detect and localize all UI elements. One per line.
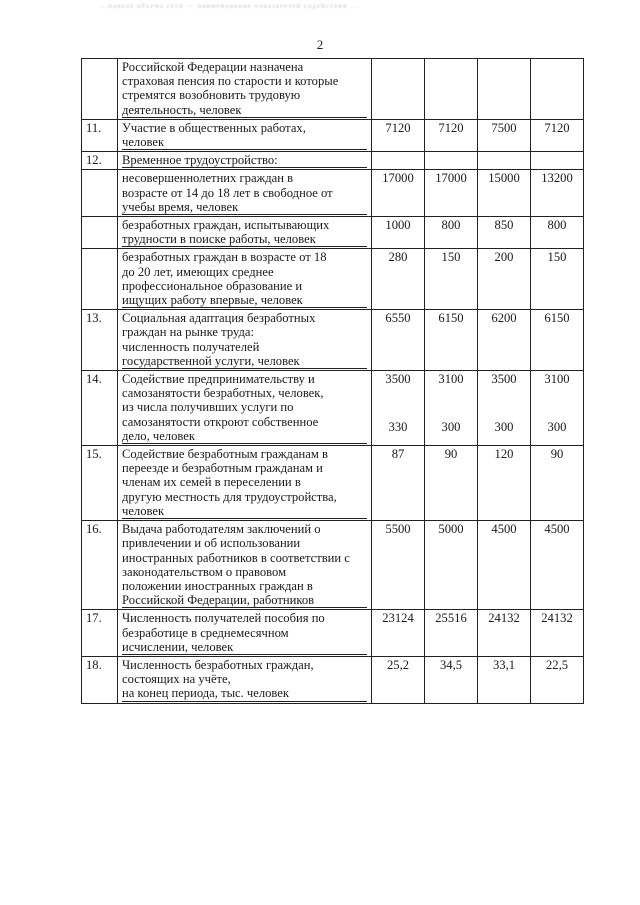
- description-line: состоящих на учёте,: [122, 672, 231, 687]
- value-primary: 3100: [438, 372, 464, 387]
- description-line: безработных граждан в возрасте от 18: [122, 250, 327, 265]
- row-description: [118, 446, 372, 521]
- description-line: ищущих работу впервые, человек: [122, 293, 367, 308]
- value-primary: 3500: [385, 372, 411, 387]
- value-cell: 150: [425, 249, 478, 310]
- description-line: членам их семей в переселении в: [122, 475, 301, 490]
- description-line: учебы время, человек: [122, 200, 367, 215]
- value-cell: 850: [478, 217, 531, 249]
- value-cell: [531, 59, 584, 120]
- value-cell: [372, 59, 425, 120]
- value-cell: 280: [372, 249, 425, 310]
- value-cell: 7120: [531, 119, 584, 151]
- value-cell: 17000: [372, 170, 425, 217]
- value-secondary: 300: [441, 419, 461, 434]
- row-number: 17.: [82, 610, 118, 657]
- description-line: профессиональное образование и: [122, 278, 303, 293]
- description-line: Участие в общественных работах,: [122, 120, 306, 135]
- value-cell: 25,2: [372, 656, 425, 703]
- description-line: дело, человек: [122, 429, 367, 444]
- value-cell: 1000: [372, 217, 425, 249]
- description-line: возрасте от 14 до 18 лет в свободное от: [122, 185, 333, 200]
- value-cell: 7120: [372, 119, 425, 151]
- description-line: безработице в среднемесячном: [122, 625, 289, 640]
- row-number: [82, 217, 118, 249]
- description-line: другую местность для трудоустройства,: [122, 489, 337, 504]
- row-number: 15.: [82, 446, 118, 521]
- description-line: Временное трудоустройство:: [122, 153, 367, 168]
- description-line: иностранных работников в соответствии с: [122, 550, 350, 565]
- row-description: [118, 249, 372, 310]
- value-cell: 800: [531, 217, 584, 249]
- row-number: [82, 59, 118, 120]
- description-line: самозанятости откроют собственное: [122, 414, 319, 429]
- value-cell: 24132: [531, 610, 584, 657]
- value-cell: 87: [372, 446, 425, 521]
- row-number: [82, 170, 118, 217]
- value-cell: 33,1: [478, 656, 531, 703]
- value-cell-pair: [425, 371, 478, 446]
- row-number: 13.: [82, 310, 118, 371]
- row-description: [118, 170, 372, 217]
- value-cell-pair: [478, 371, 531, 446]
- value-cell: 7500: [478, 119, 531, 151]
- value-cell: 24132: [478, 610, 531, 657]
- table-row: [82, 371, 584, 446]
- value-cell: [425, 152, 478, 170]
- row-description: [118, 521, 372, 610]
- description-line: стремятся возобновить трудовую: [122, 88, 301, 103]
- value-primary: 3100: [544, 372, 570, 387]
- row-description: [118, 119, 372, 151]
- table-row: [82, 310, 584, 371]
- description-line: страховая пенсия по старости и которые: [122, 74, 339, 89]
- description-line: безработных граждан, испытывающих: [122, 218, 330, 233]
- value-cell: 4500: [531, 521, 584, 610]
- value-cell: 23124: [372, 610, 425, 657]
- value-cell: 90: [531, 446, 584, 521]
- description-line: из числа получивших услуги по: [122, 400, 294, 415]
- value-cell: 150: [531, 249, 584, 310]
- description-line: законодательством о правовом: [122, 564, 287, 579]
- description-line: несовершеннолетних граждан в: [122, 171, 294, 186]
- description-line: численность получателей: [122, 339, 260, 354]
- description-line: положении иностранных граждан в: [122, 578, 313, 593]
- description-line: на конец периода, тыс. человек: [122, 686, 367, 701]
- table-row: [82, 249, 584, 310]
- description-line: Содействие безработным гражданам в: [122, 447, 328, 462]
- value-cell: 6150: [425, 310, 478, 371]
- description-line: привлечении и об использовании: [122, 536, 301, 551]
- value-cell: [478, 59, 531, 120]
- description-line: исчислении, человек: [122, 640, 367, 655]
- value-primary: 3500: [491, 372, 517, 387]
- value-cell-pair: [372, 371, 425, 446]
- description-line: государственной услуги, человек: [122, 354, 367, 369]
- value-secondary: 300: [494, 419, 514, 434]
- table-row: [82, 170, 584, 217]
- row-number: 16.: [82, 521, 118, 610]
- description-line: человек: [122, 504, 367, 519]
- row-number: 18.: [82, 656, 118, 703]
- value-cell: [478, 152, 531, 170]
- value-cell: [372, 152, 425, 170]
- description-line: Социальная адаптация безработных: [122, 311, 316, 326]
- row-description: [118, 59, 372, 120]
- description-line: переезде и безработным гражданам и: [122, 461, 323, 476]
- page-number: 2: [316, 37, 324, 52]
- value-cell: 120: [478, 446, 531, 521]
- row-description: [118, 217, 372, 249]
- value-cell: 6550: [372, 310, 425, 371]
- value-cell: 6150: [531, 310, 584, 371]
- value-secondary: 330: [388, 419, 408, 434]
- table-row: [82, 119, 584, 151]
- row-number: 11.: [82, 119, 118, 151]
- indicators-table: [81, 58, 584, 704]
- description-line: самозанятости безработных, человек,: [122, 386, 324, 401]
- table-row: [82, 446, 584, 521]
- faint-header-text: ...начале объема сети — наименование показателей содействия ...: [100, 2, 359, 10]
- table-row: [82, 217, 584, 249]
- table-row: [82, 521, 584, 610]
- value-cell: 15000: [478, 170, 531, 217]
- value-secondary: 300: [547, 419, 567, 434]
- row-number: 14.: [82, 371, 118, 446]
- row-description: [118, 152, 372, 170]
- description-line: Российской Федерации, работников: [122, 593, 367, 608]
- row-description: [118, 656, 372, 703]
- table-row: [82, 59, 584, 120]
- description-line: граждан на рынке труда:: [122, 325, 254, 340]
- value-cell: [425, 59, 478, 120]
- value-cell: 4500: [478, 521, 531, 610]
- value-cell: 25516: [425, 610, 478, 657]
- value-cell-pair: [531, 371, 584, 446]
- value-cell: 200: [478, 249, 531, 310]
- value-cell: 5500: [372, 521, 425, 610]
- table-row: [82, 656, 584, 703]
- description-line: Численность получателей пособия по: [122, 611, 325, 626]
- description-line: деятельность, человек: [122, 103, 367, 118]
- table-body: [82, 59, 584, 704]
- description-line: Выдача работодателям заключений о: [122, 522, 321, 537]
- row-description: [118, 610, 372, 657]
- description-line: трудности в поиске работы, человек: [122, 232, 367, 247]
- description-line: человек: [122, 135, 367, 150]
- value-cell: 5000: [425, 521, 478, 610]
- description-line: Содействие предпринимательству и: [122, 372, 315, 387]
- value-cell: 13200: [531, 170, 584, 217]
- description-line: до 20 лет, имеющих среднее: [122, 264, 274, 279]
- value-cell: 800: [425, 217, 478, 249]
- value-cell: 6200: [478, 310, 531, 371]
- table-row: [82, 152, 584, 170]
- table-row: [82, 610, 584, 657]
- description-line: Численность безработных граждан,: [122, 657, 314, 672]
- row-number: 12.: [82, 152, 118, 170]
- row-description: [118, 371, 372, 446]
- row-number: [82, 249, 118, 310]
- row-description: [118, 310, 372, 371]
- value-cell: 90: [425, 446, 478, 521]
- value-cell: [531, 152, 584, 170]
- value-cell: 34,5: [425, 656, 478, 703]
- value-cell: 7120: [425, 119, 478, 151]
- value-cell: 17000: [425, 170, 478, 217]
- description-line: Российской Федерации назначена: [122, 60, 304, 74]
- value-cell: 22,5: [531, 656, 584, 703]
